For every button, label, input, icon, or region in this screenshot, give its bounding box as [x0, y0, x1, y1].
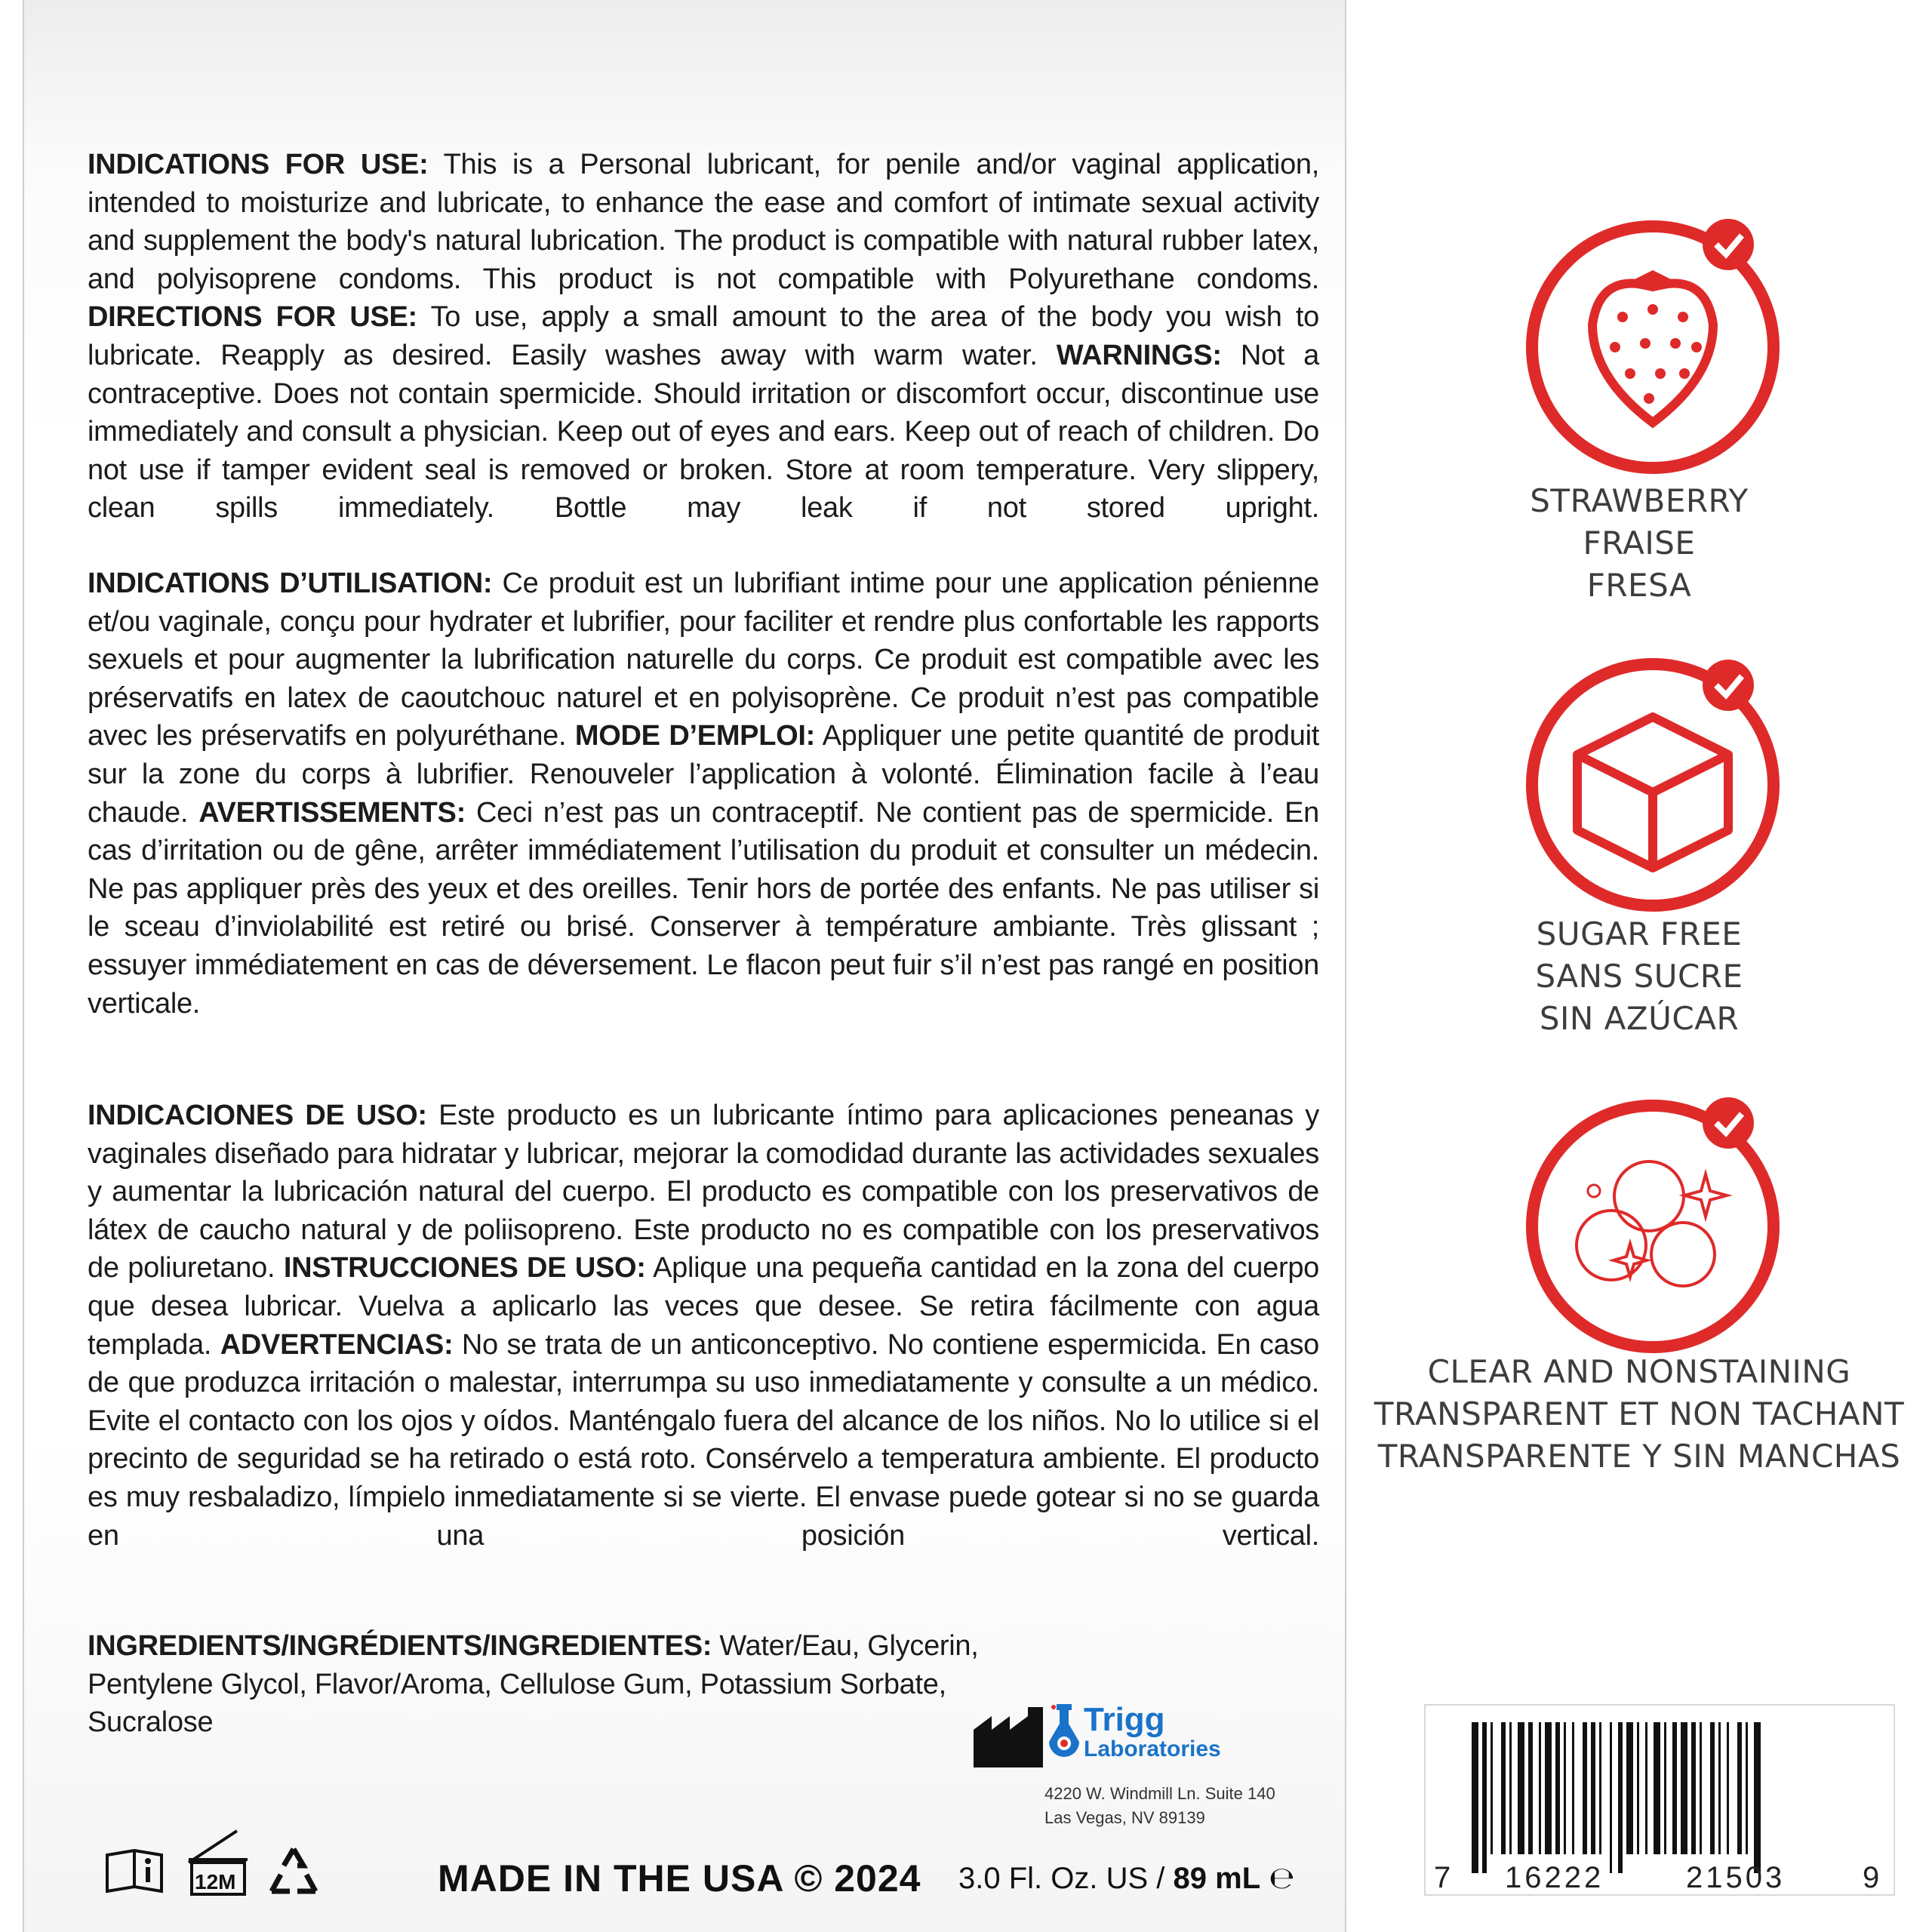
barcode-bar — [1618, 1722, 1623, 1873]
en-warnings-label: WARNINGS: — [1056, 339, 1222, 371]
ingredients-text: Water/Eau, Glycerin, Pentylene Glycol, Flavor/Aroma, Cellulose Gum, Potassium Sorbate, Sucralose — [88, 1630, 979, 1739]
es-indications-label: INDICACIONES DE USO: — [88, 1100, 427, 1131]
fr-directions-label: MODE D’EMPLOI: — [574, 720, 816, 752]
trigg-logo-line1: Trigg — [1084, 1701, 1165, 1738]
feature-clear-es: TRANSPARENTE Y SIN MANCHAS — [1377, 1438, 1901, 1475]
barcode-bar — [1654, 1722, 1660, 1854]
barcode-bar — [1491, 1722, 1493, 1854]
feature-flavor-es: FRESA — [1586, 567, 1692, 604]
feature-clear-fr: TRANSPARENT ET NON TACHANT — [1374, 1395, 1905, 1432]
barcode-bar — [1737, 1722, 1742, 1854]
fr-indications-text: Ce produit est un lubrifiant intime pour une application pénienne et/ou vaginale, conçu pour hydrater et lubrifier, pour faciliter et rendre plus confortable les rapports sexuels et pour augmenter la lubrification naturelle du corps. Ce produit est compatible avec les préservatifs en latex de caoutchouc naturel et en polyisoprène. Ce produit n’est pas compatible avec les préservatifs en polyuréthane. — [88, 568, 1319, 752]
barcode-bar — [1710, 1722, 1715, 1854]
fr-warnings-text: Ceci n’est pas un contraceptif. Ne contient pas de spermicide. En cas d’irritation ou de gêne, arrêter immédiatement l’utilisation du produit et consulter un médecin. Ne pas appliquer près des yeux et des oreilles. Tenir hors de portée des enfants. Ne pas utiliser si le sceau d’inviolabilité est retiré ou brisé. Conserver à température ambiante. Très glissant ; essuyer immédiatement en cas de déversement. Le flacon peut fuir s’il n’est pas rangé en position verticale. — [88, 796, 1319, 1020]
spanish-section — [88, 1097, 1319, 1555]
manufacturer-address-line2: Las Vegas, NV 89139 — [1044, 1808, 1205, 1827]
feature-flavor-label — [1346, 480, 1932, 607]
barcode-bar — [1691, 1722, 1696, 1854]
barcode-bar — [1518, 1722, 1524, 1854]
sugar-cube-icon — [1509, 649, 1796, 936]
es-directions-text: Aplique una pequeña cantidad en la zona del cuerpo que desea lubricar. Vuelva a aplicarlo las veces que desee. Se retira fácilmente con agua templada. — [88, 1252, 1319, 1361]
barcode-bar — [1599, 1722, 1601, 1854]
trigg-flask-icon — [1046, 1703, 1082, 1761]
barcode-bar — [1545, 1722, 1552, 1854]
english-section — [88, 146, 1319, 528]
ingredients-label: INGREDIENTS/INGRÉDIENTS/INGREDIENTES: — [88, 1630, 712, 1662]
barcode-bar — [1572, 1722, 1574, 1854]
net-volume — [958, 1861, 1294, 1896]
bubbles-icon — [1509, 1087, 1796, 1374]
es-directions-label: INSTRUCCIONES DE USO: — [283, 1252, 646, 1284]
french-section — [88, 565, 1319, 1023]
en-directions-label: DIRECTIONS FOR USE: — [88, 301, 417, 334]
barcode-bar — [1664, 1722, 1666, 1854]
barcode-bar — [1583, 1722, 1587, 1854]
made-in-usa-text: MADE IN THE USA © 2024 — [438, 1857, 921, 1900]
barcode-bar — [1637, 1722, 1639, 1854]
manufacturer-address-line1: 4220 W. Windmill Ln. Suite 140 — [1044, 1784, 1275, 1803]
volume-metric: 89 mL — [1173, 1862, 1261, 1895]
barcode-bar — [1472, 1722, 1478, 1873]
barcode-bar — [1528, 1722, 1533, 1854]
read-instructions-book-icon — [104, 1849, 165, 1894]
fr-warnings-label: AVERTISSEMENTS: — [198, 796, 466, 829]
barcode-bar — [1539, 1722, 1541, 1854]
feature-flavor-en: STRAWBERRY — [1530, 482, 1749, 519]
feature-sugar-es: SIN AZÚCAR — [1539, 1000, 1740, 1037]
feature-sugar-fr: SANS SUCRE — [1535, 958, 1743, 995]
strawberry-icon — [1509, 204, 1796, 491]
en-indications-label: INDICATIONS FOR USE: — [88, 149, 429, 180]
barcode-group-right: 21503 — [1686, 1861, 1786, 1894]
estimated-sign: ℮ — [1269, 1861, 1295, 1896]
feature-clear-en: CLEAR AND NONSTAINING — [1427, 1353, 1851, 1390]
barcode-bars — [1472, 1722, 1849, 1873]
barcode-bar — [1645, 1722, 1647, 1854]
fr-directions-text: Appliquer une petite quantité de produit sur la zone du corps à lubrifier. Renouveler l’application à volonté. Élimination facile à l’eau chaude. — [88, 720, 1319, 829]
barcode-bar — [1482, 1722, 1487, 1873]
label-text-panel — [23, 0, 1346, 1932]
ingredients-section — [88, 1627, 1069, 1742]
feature-sugar-label — [1346, 913, 1932, 1040]
barcode-bar — [1727, 1722, 1729, 1854]
barcode-bar — [1564, 1722, 1566, 1854]
en-indications-text: This is a Personal lubricant, for penile and/or vaginal application, intended to moisturize and lubricate, to enhance the ease and comfort of intimate sexual activity and supplement the body's natural lubrication. The product is compatible with natural rubber latex, and polyisoprene condoms. This product is not compatible with Polyurethane condoms. — [88, 149, 1319, 295]
es-indications-text: Este producto es un lubricante íntimo para aplicaciones peneanas y vaginales diseñado para hidratar y lubricar, mejorar la comodidad durante las actividades sexuales y aumentar la lubricación natural del cuerpo. El producto es compatible con los preservativos de látex de caucho natural y de poliisopreno. Este producto no es compatible con los preservativos de poliuretano. — [88, 1100, 1320, 1284]
barcode-bar — [1610, 1722, 1612, 1873]
barcode-bar — [1501, 1722, 1506, 1854]
barcode-digit-left: 7 — [1434, 1861, 1454, 1894]
barcode-bar — [1591, 1722, 1595, 1854]
barcode-bar — [1718, 1722, 1721, 1854]
barcode-group-left: 16222 — [1505, 1861, 1604, 1894]
en-directions-text: To use, apply a small amount to the area of the body you wish to lubricate. Reapply as desired. Easily washes away with warm water. — [88, 301, 1319, 371]
es-warnings-label: ADVERTENCIAS: — [220, 1328, 454, 1361]
trigg-logo-line2: Laboratories — [1084, 1737, 1221, 1761]
fr-indications-label: INDICATIONS D’UTILISATION: — [88, 568, 493, 599]
recycle-icon — [267, 1846, 320, 1896]
barcode-bar — [1555, 1722, 1560, 1854]
barcode-bar — [1700, 1722, 1702, 1854]
barcode-bar — [1672, 1722, 1677, 1854]
feature-clear-label — [1346, 1351, 1932, 1478]
feature-sugar-en: SUGAR FREE — [1536, 915, 1743, 952]
barcode-bar — [1746, 1722, 1748, 1854]
en-warnings-text: Not a contraceptive. Does not contain spermicide. Should irritation or discomfort occur, discontinue use immediately and consult a physician. Keep out of eyes and ears. Keep out of reach of children. Do not use if tamper evident seal is removed or broken. Store at room temperature. Very slippery, clean spills immediately. Bottle may leak if not stored upright. — [88, 339, 1320, 525]
barcode-bar — [1626, 1722, 1633, 1854]
barcode-bar — [1754, 1722, 1761, 1873]
period-after-opening-label: 12M — [195, 1870, 236, 1894]
volume-imperial: 3.0 Fl. Oz. US / — [958, 1862, 1174, 1895]
feature-flavor-fr: FRAISE — [1583, 525, 1696, 561]
barcode-digit-right: 9 — [1863, 1861, 1883, 1894]
barcode-bar — [1509, 1722, 1512, 1854]
es-warnings-text: No se trata de un anticonceptivo. No contiene espermicida. En caso de que produzca irritación o malestar, interrumpa su uso inmediatamente y consulte a un médico. Evite el contacto con los ojos y oídos. Manténgalo fuera del alcance de los niños. No lo utilice si el precinto de seguridad se ha retirado o está roto. Consérvelo a temperatura ambiente. El producto es muy resbaladizo, límpielo inmediatamente si se vierte. El envase puede gotear si no se guarda en una posición vertical. — [88, 1328, 1319, 1552]
barcode-bar — [1681, 1722, 1687, 1854]
